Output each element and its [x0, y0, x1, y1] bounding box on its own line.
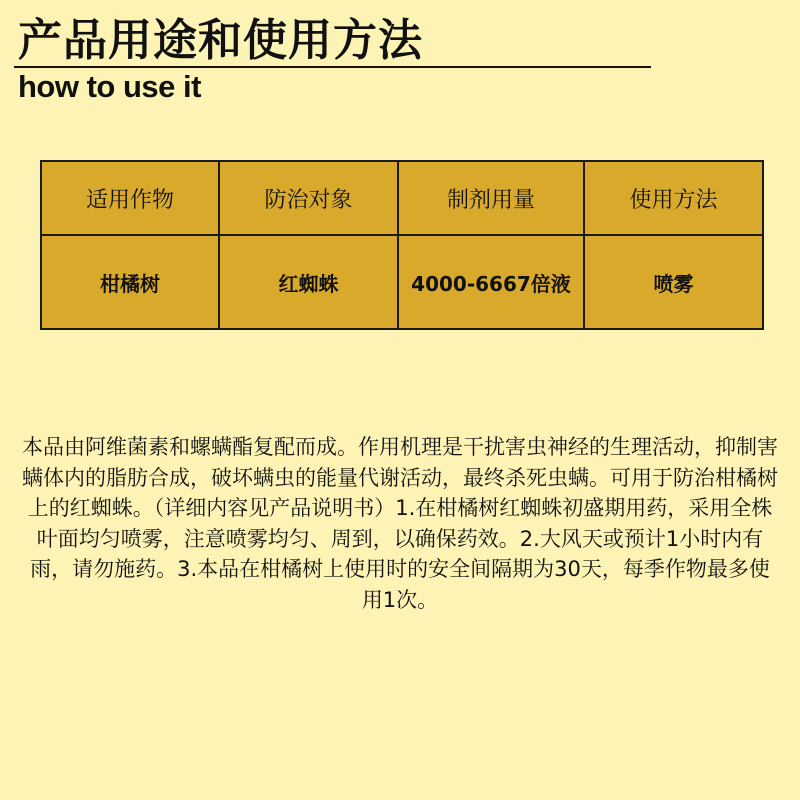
- header-target-pest: 防治对象: [219, 161, 398, 235]
- header-method: 使用方法: [584, 161, 763, 235]
- cell-target-pest: 红蜘蛛: [219, 235, 398, 329]
- table-row: [41, 235, 763, 329]
- cell-crop: 柑橘树: [41, 235, 219, 329]
- cell-dosage: 4000-6667倍液: [398, 235, 584, 329]
- cell-method: 喷雾: [584, 235, 763, 329]
- product-description: 本品由阿维菌素和螺螨酯复配而成。作用机理是干扰害虫神经的生理活动，抑制害螨体内的脂肪合成，破坏螨虫的能量代谢活动，最终杀死虫螨。可用于防治柑橘树上的红蜘蛛。（详细内容见产品说明书）1.在柑橘树红蜘蛛初盛期用药，采用全株叶面均匀喷雾，注意喷雾均匀、周到，以确保药效。2.大风天或预计1小时内有雨，请勿施药。3.本品在柑橘树上使用时的安全间隔期为30天，每季作物最多使用1次。: [22, 435, 778, 612]
- table-header-row: [41, 161, 763, 235]
- page-subtitle: how to use it: [18, 69, 201, 104]
- page-title: 产品用途和使用方法: [18, 15, 423, 66]
- header-crop: 适用作物: [41, 161, 219, 235]
- header-dosage: 制剂用量: [398, 161, 584, 235]
- usage-table: [40, 160, 764, 330]
